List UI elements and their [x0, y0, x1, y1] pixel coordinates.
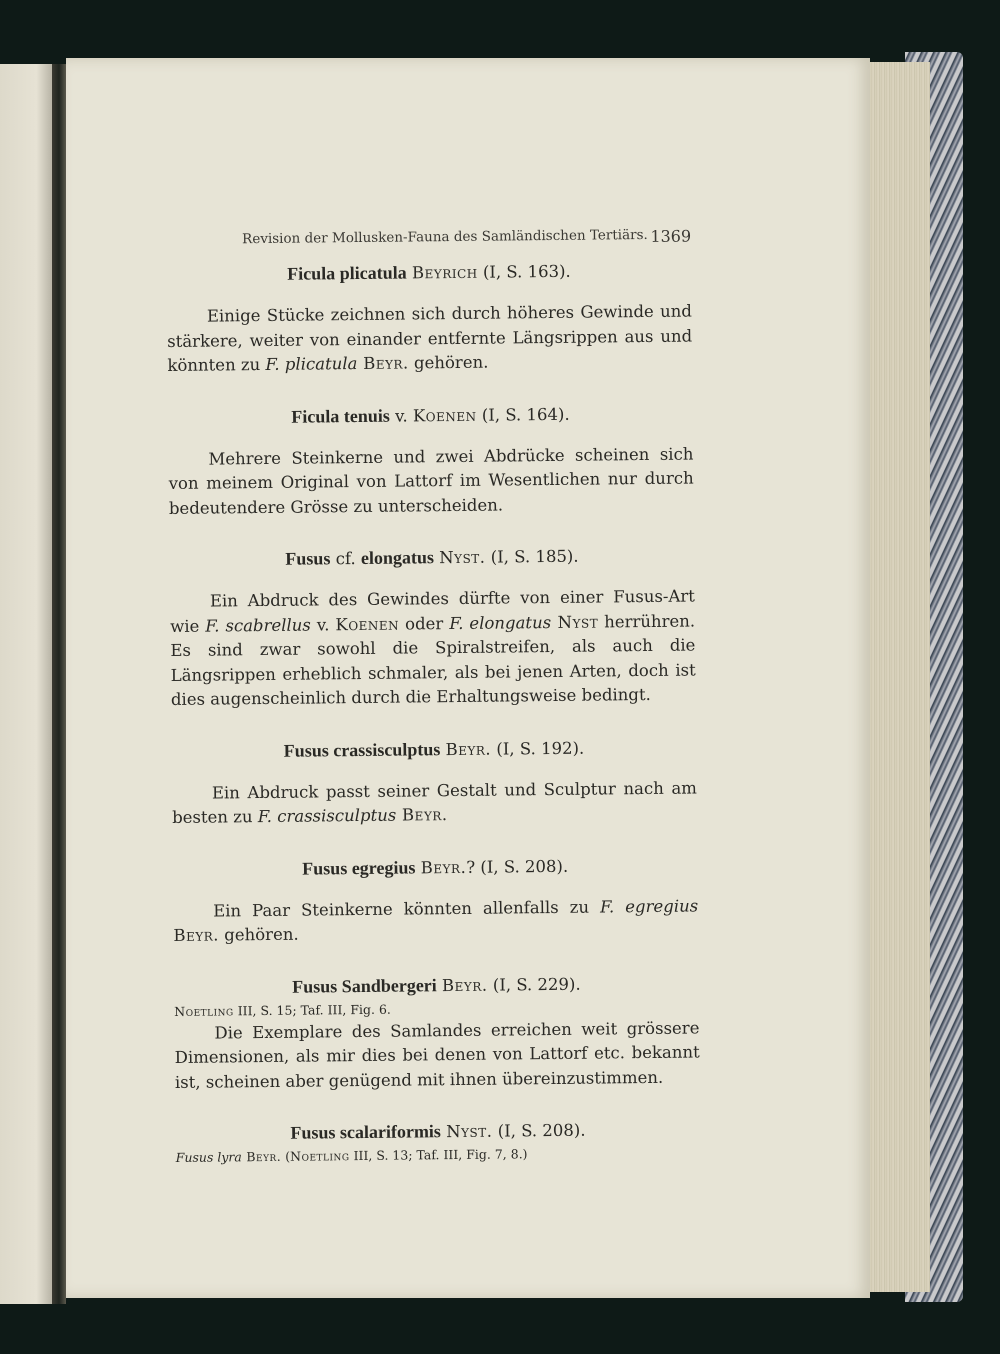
- species-entry: [175, 1115, 700, 1167]
- page-content: [166, 223, 701, 1168]
- species-author: Beyrich: [411, 262, 478, 283]
- text-run: Die Exemplare des Samlandes erreichen weit grössere Dimensionen, als mir dies bei denen von Lattorf etc. bekannt ist, scheinen aber genügend mit ihnen übereinzustimmen.: [174, 1017, 700, 1092]
- species-name: Fusus Sandbergeri: [292, 974, 437, 997]
- text-run: Mehrere Steinkerne und zwei Abdrücke scheinen sich von meinem Original von Lattorf im Wesentlichen nur durch bedeutendere Grösse zu unterscheiden.: [168, 443, 694, 518]
- species-author: Nyst.: [446, 1121, 493, 1142]
- text-run: Einige Stücke zeichnen sich durch höheres Gewinde und stärkere, weiter von einander entfernte Längsrippen aus und könnten zu: [167, 301, 693, 375]
- author-name: Noetling: [174, 1002, 234, 1019]
- species-author: Beyr.: [441, 975, 488, 995]
- species-author: Koenen: [412, 405, 477, 425]
- text-run: Ein Paar Steinkerne könnten allenfalls zu: [213, 896, 601, 921]
- species-reference: ? (I, S. 208).: [466, 856, 569, 877]
- species-reference: (I, S. 163).: [477, 261, 571, 282]
- text-run: gehören.: [218, 924, 299, 945]
- text-run: III, S. 13; Taf. III, Fig. 7, 8.): [349, 1146, 528, 1164]
- species-author-prefix: v.: [389, 405, 413, 426]
- text-run: Ein Abdruck des Gewindes dürfte von einer Fusus-Art wie: [170, 586, 695, 636]
- species-reference: (I, S. 185).: [485, 546, 579, 567]
- species-entry: [168, 399, 694, 521]
- species-name: Fusus egregius: [302, 856, 416, 879]
- author-name: Beyr.: [357, 353, 409, 374]
- italic-text: F. egregius: [599, 895, 699, 916]
- species-name: Fusus crassisculptus: [283, 738, 441, 761]
- species-reference: (I, S. 229).: [487, 974, 581, 995]
- italic-text: Fusus lyra: [175, 1149, 242, 1165]
- species-genus: Fusus: [285, 548, 331, 569]
- species-author: Beyr.: [445, 739, 492, 759]
- book-page: [66, 58, 870, 1298]
- text-run: oder: [399, 613, 450, 634]
- species-name: Fusus scalariformis: [290, 1121, 441, 1143]
- author-name: Beyr.: [173, 925, 220, 945]
- text-run: gehören.: [408, 352, 489, 373]
- species-author: Beyr.: [420, 857, 467, 877]
- species-entry: [173, 851, 699, 948]
- text-run: (: [281, 1148, 291, 1164]
- text-run: v.: [310, 614, 336, 635]
- text-run: III, S. 15; Taf. III, Fig. 6.: [233, 1001, 391, 1018]
- species-name: Ficula plicatula: [287, 262, 407, 284]
- author-name: Noetling: [290, 1148, 350, 1164]
- running-title: Revision der Mollusken-Fauna des Samländischen Tertiärs.: [242, 226, 648, 248]
- species-cf: cf.: [330, 548, 361, 569]
- species-reference: (I, S. 208).: [492, 1120, 586, 1141]
- species-description: [167, 299, 693, 378]
- species-name: elongatus: [360, 547, 435, 568]
- italic-text: F. plicatula: [265, 354, 358, 374]
- species-description: [172, 776, 697, 830]
- italic-text: F. elongatus: [449, 612, 552, 633]
- italic-text: F. crassisculptus: [257, 805, 397, 827]
- species-description: [170, 584, 696, 712]
- book-gutter: [52, 64, 66, 1304]
- italic-text: F. scabrellus: [205, 615, 311, 636]
- author-name: Koenen: [335, 614, 400, 634]
- author-name: Nyst: [551, 611, 599, 632]
- author-name: Beyr.: [241, 1148, 282, 1165]
- running-header: [166, 223, 691, 262]
- species-author: Nyst.: [439, 547, 486, 568]
- literature-reference: [176, 1142, 701, 1167]
- species-reference: (I, S. 164).: [476, 404, 570, 425]
- species-entry: [166, 257, 692, 379]
- species-description: [168, 442, 694, 521]
- page-number: 1369: [650, 226, 692, 246]
- left-page-edge: [0, 64, 52, 1304]
- species-reference: (I, S. 192).: [491, 738, 585, 759]
- species-description: [173, 894, 698, 948]
- author-name: Beyr.: [396, 805, 448, 825]
- text-run: Ein Abdruck passt seiner Gestalt und Sculptur nach am besten zu: [172, 777, 697, 827]
- species-entry: [169, 541, 696, 712]
- species-name: Ficula tenuis: [291, 405, 390, 427]
- text-run: herrühren. Es sind zwar sowohl die Spiralstreifen, als auch die Längsrippen erheblich schmaler, als bei jenen Arten, doch ist dies augenscheinlich durch die Erhaltungsweise bedingt.: [170, 610, 696, 709]
- page-stack-edges: [860, 62, 930, 1292]
- species-entry: [174, 969, 700, 1095]
- species-entry: [171, 733, 697, 830]
- species-description: [174, 1016, 700, 1095]
